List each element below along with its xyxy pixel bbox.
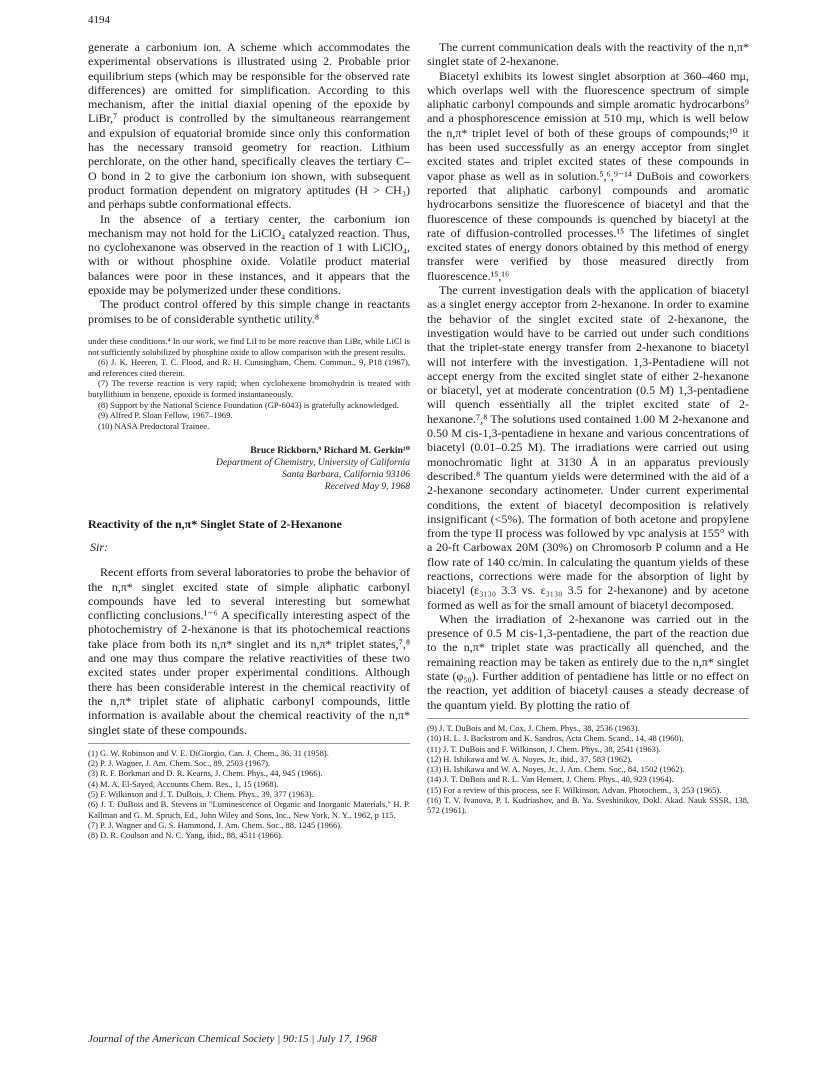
left-paragraph-4: Recent efforts from several laboratories to probe the behavior of the n,π* singlet excited state of simple aliphatic carbonyl compounds have led to several interesting but somewhat conflicting conclusions.¹⁻⁶ A specifically interesting aspect of the photochemistry of 2-hexanone is that its photochemical reactions take place from both its n,π* singlet and its n,π* triplet states,⁷,⁸ and one may thus compare the relative reactivities of these two excited states under proper experimental conditions. Although there has been considerable interest in the chemical reactivity of the n,π* triplet state of aliphatic carbonyl compounds, little information is available about the chemical reactivity of the n,π* singlet state of these compounds. [88, 565, 410, 737]
reference-6: (6) J. T. DuBois and B. Stevens in "Luminescence of Organic and Inorganic Materials," H. P. Kallman and G. M. Spruch, Ed., John Wiley and Sons, Inc., New York, N. Y., 1962, p 115. [88, 799, 410, 820]
signature-block [88, 445, 410, 493]
reference-9: (9) J. T. DuBois and M. Cox, J. Chem. Phys., 38, 2536 (1963). [427, 722, 640, 733]
reference-8: (8) D. R. Coulson and N. C. Yang, ibid., 88, 4511 (1966). [88, 830, 283, 841]
reference-4: (4) M. A. El-Sayed, Accounts Chem. Res., 1, 15 (1968). [88, 778, 279, 789]
divider [88, 743, 410, 744]
references-right [427, 723, 749, 816]
reference-1: (1) G. W. Robinson and V. E. DiGiorgio, Can. J. Chem., 36, 31 (1958). [88, 747, 329, 758]
reference-16: (16) T. V. Ivanova, P. I. Kudriashov, and B. Ya. Sveshinikov, Dokl. Akad. Nauk SSSR, 138, 572 (1961). [427, 795, 749, 816]
salutation: Sir: [90, 540, 108, 555]
right-paragraph-3: The current investigation deals with the application of biacetyl as a singlet energy acceptor from 2-hexanone. In order to examine the behavior of the singlet excited state of 2-hexanone, the investigation would have to be carried out under such conditions that the triplet-state energy transfer from 2-hexanone to biacetyl will not interfere with the investigation. 1,3-Pentadiene will not accept energy from the excited singlet state of either 2-hexanone or biacetyl, yet at moderate concentration (0.5 M) 1,3-pentadiene will quench essentially all the triplet excited state of 2-hexanone.⁷,⁸ The solutions used contained 1.00 M 2-hexanone and 0.50 M cis-1,3-pentadiene in hexane and various concentrations of biacetyl (0.01–0.25 M). The irradiations were carried out using monochromatic light at 3130 Å in an apparatus previously described.⁸ The quantum yields were determined with the aid of a 2-hexanone secondary actinometer. Under current experimental conditions, the extent of biacetyl decomposition is relatively insignificant (<5%). The formation of both acetone and propylene from the type II process was followed by vpc analysis at 155° with a 20-ft Carbowax 20M (30%) on Chromosorb P column and a He flow rate of 140 cc/min. In calculating the quantum yields of these reactions, corrections were made for the absorption of light by biacetyl (ε₃₁₃₀ 3.3 vs. ε₃₁₃₀ 3.5 for 2-hexanone) and by acetone formed as well as for the small amount of biacetyl decomposed. [427, 283, 749, 612]
right-column [427, 40, 749, 816]
reference-13: (13) H. Ishikawa and W. A. Noyes, Jr., J. Am. Chem. Soc., 84, 1502 (1962). [427, 764, 685, 775]
footnotes-block [88, 336, 410, 431]
affiliation-location: Santa Barbara, California 93106 [282, 469, 410, 481]
footnote-9: (9) Alfred P. Sloan Fellow, 1967–1969. [98, 410, 233, 421]
page-number: 4194 [88, 14, 110, 26]
reference-11: (11) J. T. DuBois and F. Wilkinson, J. Chem. Phys., 38, 2541 (1963). [427, 743, 661, 754]
reference-15: (15) For a review of this process, see F. Wilkinson, Advan. Photochem., 3, 253 (1965). [427, 784, 722, 795]
article-title: Reactivity of the n,π* Singlet State of 2-Hexanone [88, 517, 342, 532]
left-paragraph-3: The product control offered by this simple change in reactants promises to be of considerable synthetic utility.⁸ [88, 297, 410, 326]
footnote-10: (10) NASA Predoctoral Trainee. [98, 420, 210, 431]
reference-3: (3) R. F. Borkman and D. R. Kearns, J. Chem. Phys., 44, 945 (1966). [88, 768, 323, 779]
footnote-7: (7) The reverse reaction is very rapid; when cyclohexene bromohydrin is treated with butyllithium in benzene, epoxide is formed instantaneously. [88, 378, 410, 399]
divider [427, 718, 749, 719]
reference-2: (2) P. J. Wagner, J. Am. Chem. Soc., 89, 2503 (1967). [88, 758, 271, 769]
received-date: Received May 9, 1968 [324, 481, 410, 493]
journal-footer: Journal of the American Chemical Society | 90:15 | July 17, 1968 [88, 1033, 377, 1045]
left-paragraph-2: In the absence of a tertiary center, the carbonium ion mechanism may not hold for the LiClO₄ catalyzed reaction. Thus, no cyclohexanone was observed in the reaction of 1 with LiClO₄, with or without phosphine oxide. Volatile product material balances were poor in these instances, and it appears that the epoxide may be polymerized under these conditions. [88, 211, 410, 298]
reference-14: (14) J. T. DuBois and R. L. Van Hemert, J. Chem. Phys., 40, 923 (1964). [427, 774, 674, 785]
reference-10: (10) H. L. J. Backstrom and K. Sandros, Acta Chem. Scand., 14, 48 (1960). [427, 733, 684, 744]
reference-7: (7) P. J. Wagner and G. S. Hammond, J. Am. Chem. Soc., 88, 1245 (1966). [88, 819, 343, 830]
right-paragraph-4: When the irradiation of 2-hexanone was carried out in the presence of 0.5 M cis-1,3-pentadiene, the part of the reaction due to the n,π* triplet state was practically all quenched, and the remaining reaction may be taken as entirely due to the n,π* singlet state (φ₅₀). Further addition of pentadiene has little or no effect on the reaction, yet addition of biacetyl causes a steady decrease of the quantum yield. By plotting the ratio of [427, 611, 749, 712]
reference-12: (12) H. Ishikawa and W. A. Noyes, Jr., ibid., 37, 583 (1962). [427, 753, 633, 764]
right-paragraph-2: Biacetyl exhibits its lowest singlet absorption at 360–460 mμ, which overlaps well with the fluorescence spectrum of simple aliphatic carbonyl compounds and simple aromatic hydrocarbons⁹ and a phosphorescence emission at 510 mμ, which is well below the n,π* triplet level of both of these groups of compounds;¹⁰ it has been used successfully as an energy acceptor from singlet excited states and triplet excited states of these compounds in vapor phase as well as in solution.⁵,⁶,⁹⁻¹⁴ DuBois and coworkers reported that aliphatic carbonyl compounds and aromatic hydrocarbons sensitize the fluorescence of biacetyl and that the fluorescence of these compounds is quenched by biacetyl at the rate of diffusion-controlled processes.¹⁵ The lifetimes of singlet excited states of energy donors obtained by this method of energy transfer were verified by those measured directly from fluorescence.¹⁵,¹⁶ [427, 68, 749, 283]
affiliation-department: Department of Chemistry, University of California [216, 457, 410, 469]
left-paragraph-1: generate a carbonium ion. A scheme which accommodates the experimental observations is illustrated using 2. Probable prior equilibrium steps (which may be responsible for the observed rate differences) are omitted for simplification. According to this mechanism, after the initial diaxial opening of the epoxide by LiBr,⁷ product is controlled by the simultaneous rearrangement and expulsion of equatorial bromide since only this conformation has the necessary transoid geometry for reaction. Lithium perchlorate, on the other hand, specifically cleaves the tertiary C–O bond in 2 to give the carbonium ion shown, with subsequent product formation dependent on migratory aptitudes (H > CH₃) and perhaps subtle conformational effects. [88, 40, 410, 212]
footnote-6: (6) J. K. Heeren, T. C. Flood, and R. H. Cunningham, Chem. Commun., 9, P18 (1967), and references cited therein. [88, 357, 410, 378]
authors: Bruce Rickborn,⁹ Richard M. Gerkin¹⁰ [250, 445, 410, 457]
references-left [88, 748, 410, 841]
reference-5: (5) F. Wilkinson and J. T. DuBois, J. Chem. Phys., 39, 377 (1963). [88, 789, 314, 800]
left-column [88, 40, 410, 841]
right-paragraph-1: The current communication deals with the reactivity of the n,π* singlet state of 2-hexanone. [427, 40, 749, 69]
footnote-continued: under these conditions.⁴ In our work, we find LiI to be more reactive than LiBr, while LiCl is not sufficiently solubilized by phosphine oxide to allow comparison with the present results. [88, 335, 410, 357]
footnote-8: (8) Support by the National Science Foundation (GP-6043) is gratefully acknowledged. [98, 399, 399, 410]
